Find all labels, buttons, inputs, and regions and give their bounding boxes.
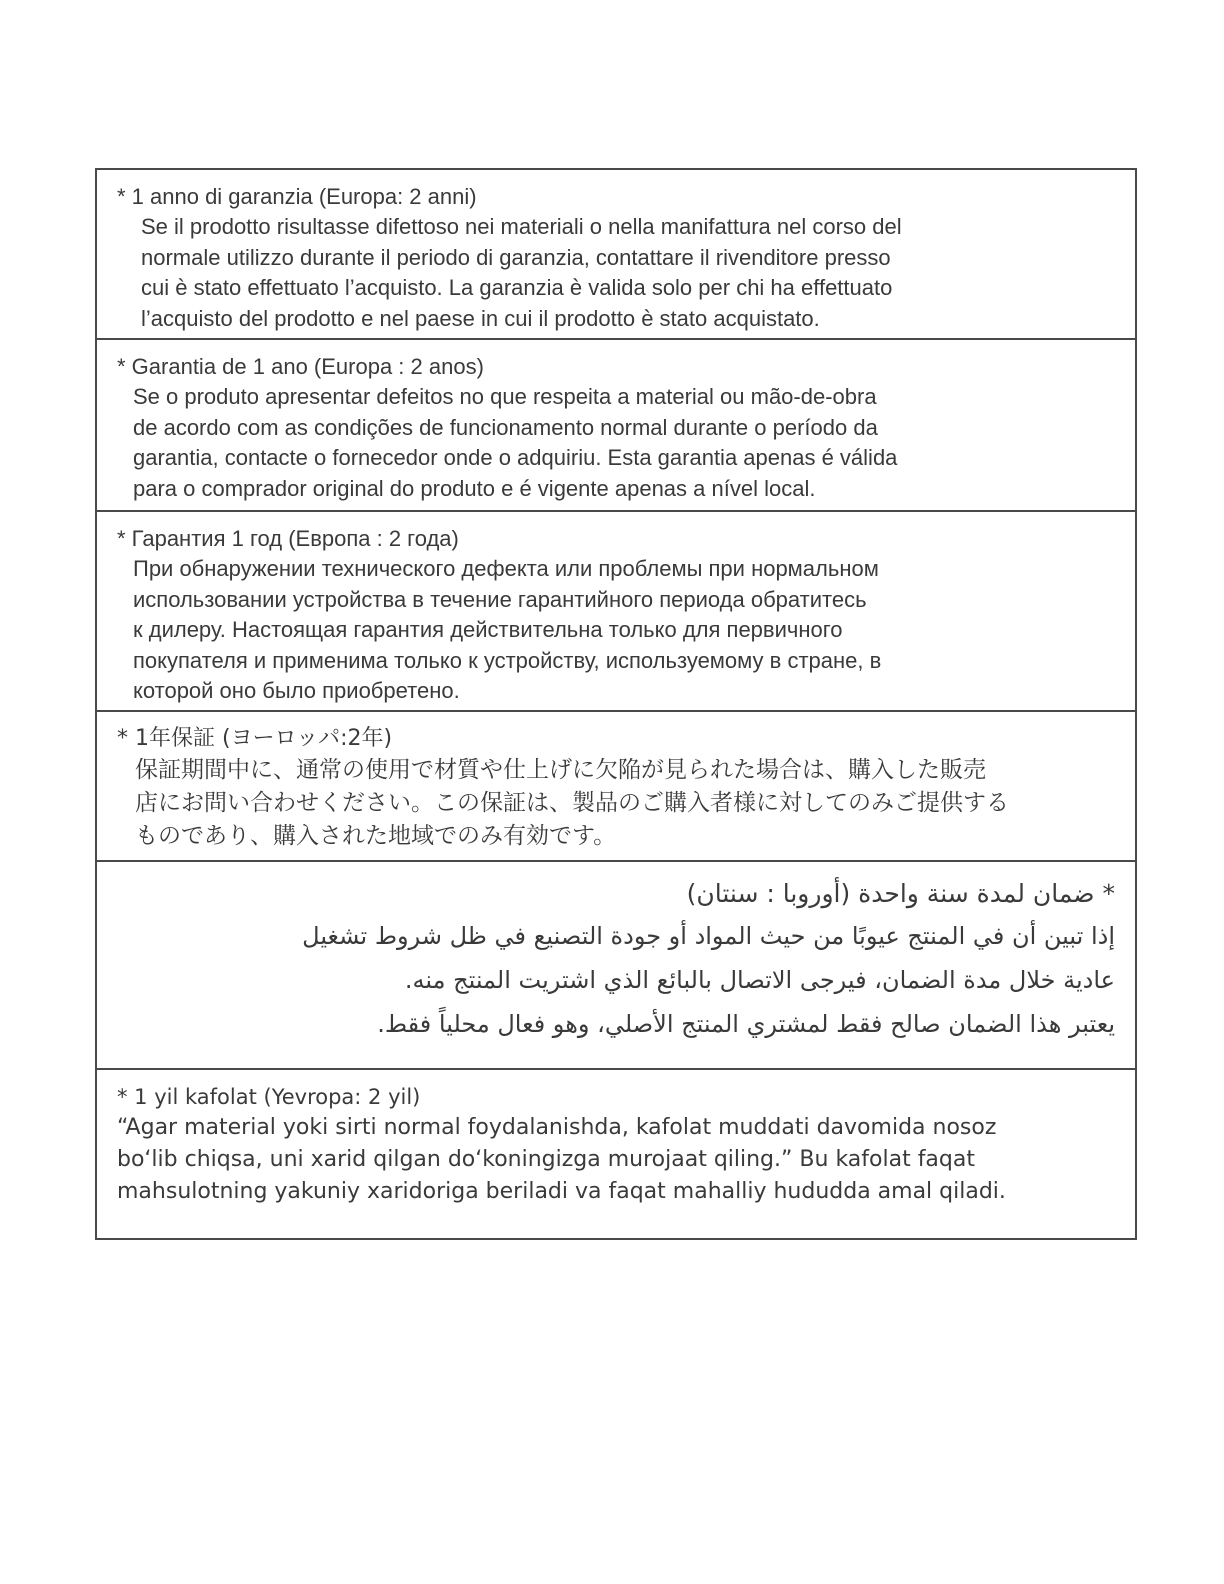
body-line: Se o produto apresentar defeitos no que respeita a material ou mão-de-obra [133, 384, 877, 409]
warranty-section-uzbek [97, 1070, 1135, 1238]
body-line: garantia, contacte o fornecedor onde o adquiriu. Esta garantia apenas é válida [133, 445, 898, 470]
body-line: 保証期間中に、通常の使用で材質や仕上げに欠陥が見られた場合は、購入した販売 [135, 757, 986, 783]
section-heading: * 1年保証 (ヨーロッパ:2年) [117, 726, 393, 751]
body-line: “Agar material yoki sirti normal foydalanishda, kafolat muddati davomida nosoz [117, 1115, 997, 1140]
section-body [97, 754, 1135, 853]
body-line: которой оно было приобретено. [133, 678, 460, 703]
body-line: de acordo com as condições de funcionamento normal durante o período da [133, 414, 878, 440]
warranty-section-japanese [97, 712, 1135, 862]
section-heading: * 1 yil kafolat (Yevropa: 2 yil) [117, 1085, 421, 1109]
body-line: ものであり、購入された地域でのみ有効です。 [135, 823, 617, 849]
body-line: إذا تبين أن في المنتج عيوبًا من حيث المواد أو جودة التصنيع في ظل شروط تشغيل [302, 922, 1115, 950]
section-heading: * Гарантия 1 год (Европа : 2 года) [117, 526, 459, 551]
section-body [97, 914, 1135, 1046]
section-body [97, 554, 1135, 707]
body-line: normale utilizzo durante il periodo di garanzia, contattare il rivenditore presso [141, 244, 891, 270]
body-line: использовании устройства в течение гарантийного периода обратитесь [133, 586, 867, 612]
warranty-section-italian [97, 170, 1135, 340]
body-line: cui è stato effettuato l’acquisto. La garanzia è valida solo per chi ha effettuato [141, 275, 893, 300]
warranty-section-arabic [97, 862, 1135, 1070]
body-line: bo‘lib chiqsa, uni xarid qilgan do‘koningizga murojaat qiling.” Bu kafolat faqat [117, 1147, 975, 1172]
warranty-table [95, 168, 1137, 1240]
body-line: Se il prodotto risultasse difettoso nei materiali o nella manifattura nel corso del [141, 214, 902, 239]
body-line: покупателя и применима только к устройству, используемому в стране, в [133, 647, 882, 673]
body-line: mahsulotning yakuniy xaridoriga beriladi va faqat mahalliy hududda amal qiladi. [117, 1179, 1006, 1204]
body-line: к дилеру. Настоящая гарантия действительна только для первичного [133, 617, 843, 642]
section-heading: * 1 anno di garanzia (Europa: 2 anni) [117, 184, 477, 209]
body-line: При обнаружении технического дефекта или проблемы при нормальном [133, 556, 879, 581]
body-line: يعتبر هذا الضمان صالح فقط لمشتري المنتج الأصلي، وهو فعال محلياً فقط. [377, 1010, 1115, 1038]
warranty-section-portuguese [97, 340, 1135, 512]
section-body [97, 1112, 1135, 1208]
section-heading: * ضمان لمدة سنة واحدة (أوروبا : سنتان) [686, 879, 1115, 908]
section-body [97, 212, 1135, 334]
warranty-section-russian [97, 512, 1135, 712]
section-body [97, 382, 1135, 504]
section-heading: * Garantia de 1 ano (Europa : 2 anos) [117, 354, 484, 379]
body-line: 店にお問い合わせください。この保証は、製品のご購入者様に対してのみご提供する [135, 790, 1009, 816]
body-line: para o comprador original do produto e é vigente apenas a nível local. [133, 475, 816, 501]
body-line: l’acquisto del prodotto e nel paese in cui il prodotto è stato acquistato. [141, 305, 820, 331]
body-line: عادية خلال مدة الضمان، فيرجى الاتصال بالبائع الذي اشتريت المنتج منه. [404, 966, 1115, 994]
